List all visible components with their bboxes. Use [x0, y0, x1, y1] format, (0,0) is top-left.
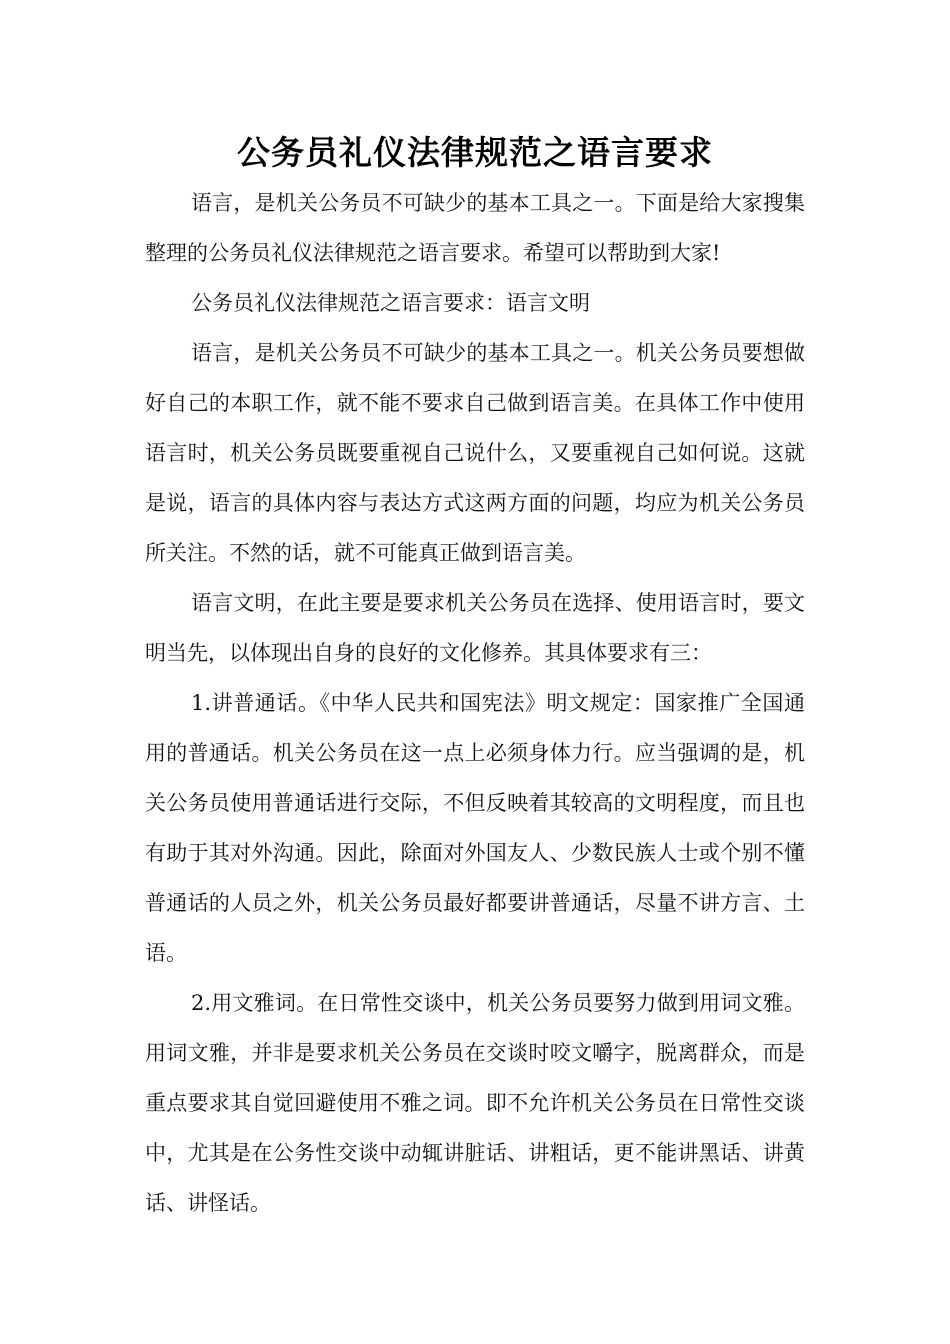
- paragraph-intro: 语言，是机关公务员不可缺少的基本工具之一。下面是给大家搜集整理的公务员礼仪法律规范之语言要求。希望可以帮助到大家!: [145, 191, 805, 265]
- paragraph-mandarin: 1.讲普通话。《中华人民共和国宪法》明文规定：国家推广全国通用的普通话。机关公务员在这一点上必须身体力行。应当强调的是，机关公务员使用普通话进行交际，不但反映着其较高的文明程度，而且也有助于其对外沟通。因此，除面对外国友人、少数民族人士或个别不懂普通话的人员之外，机关公务员最好都要讲普通话，尽量不讲方言、土语。: [145, 691, 805, 965]
- document-title: 公务员礼仪法律规范之语言要求: [237, 133, 713, 172]
- document-page: [145, 128, 805, 1228]
- paragraph-civilized-language: 语言文明，在此主要是要求机关公务员在选择、使用语言时，要文明当先，以体现出自身的良好的文化修养。其具体要求有三：: [145, 591, 805, 665]
- paragraph-section-heading: 公务员礼仪法律规范之语言要求：语言文明: [191, 291, 590, 315]
- paragraph-elegant-words: 2.用文雅词。在日常性交谈中，机关公务员要努力做到用词文雅。用词文雅，并非是要求机关公务员在交谈时咬文嚼字，脱离群众，而是重点要求其自觉回避使用不雅之词。即不允许机关公务员在日常性交谈中，尤其是在公务性交谈中动辄讲脏话、讲粗话，更不能讲黑话、讲黄话、讲怪话。: [145, 991, 805, 1215]
- paragraph-language-importance: 语言，是机关公务员不可缺少的基本工具之一。机关公务员要想做好自己的本职工作，就不能不要求自己做到语言美。在具体工作中使用语言时，机关公务员既要重视自己说什么，又要重视自己如何说。这就是说，语言的具体内容与表达方式这两方面的问题，均应为机关公务员所关注。不然的话，就不可能真正做到语言美。: [145, 341, 805, 565]
